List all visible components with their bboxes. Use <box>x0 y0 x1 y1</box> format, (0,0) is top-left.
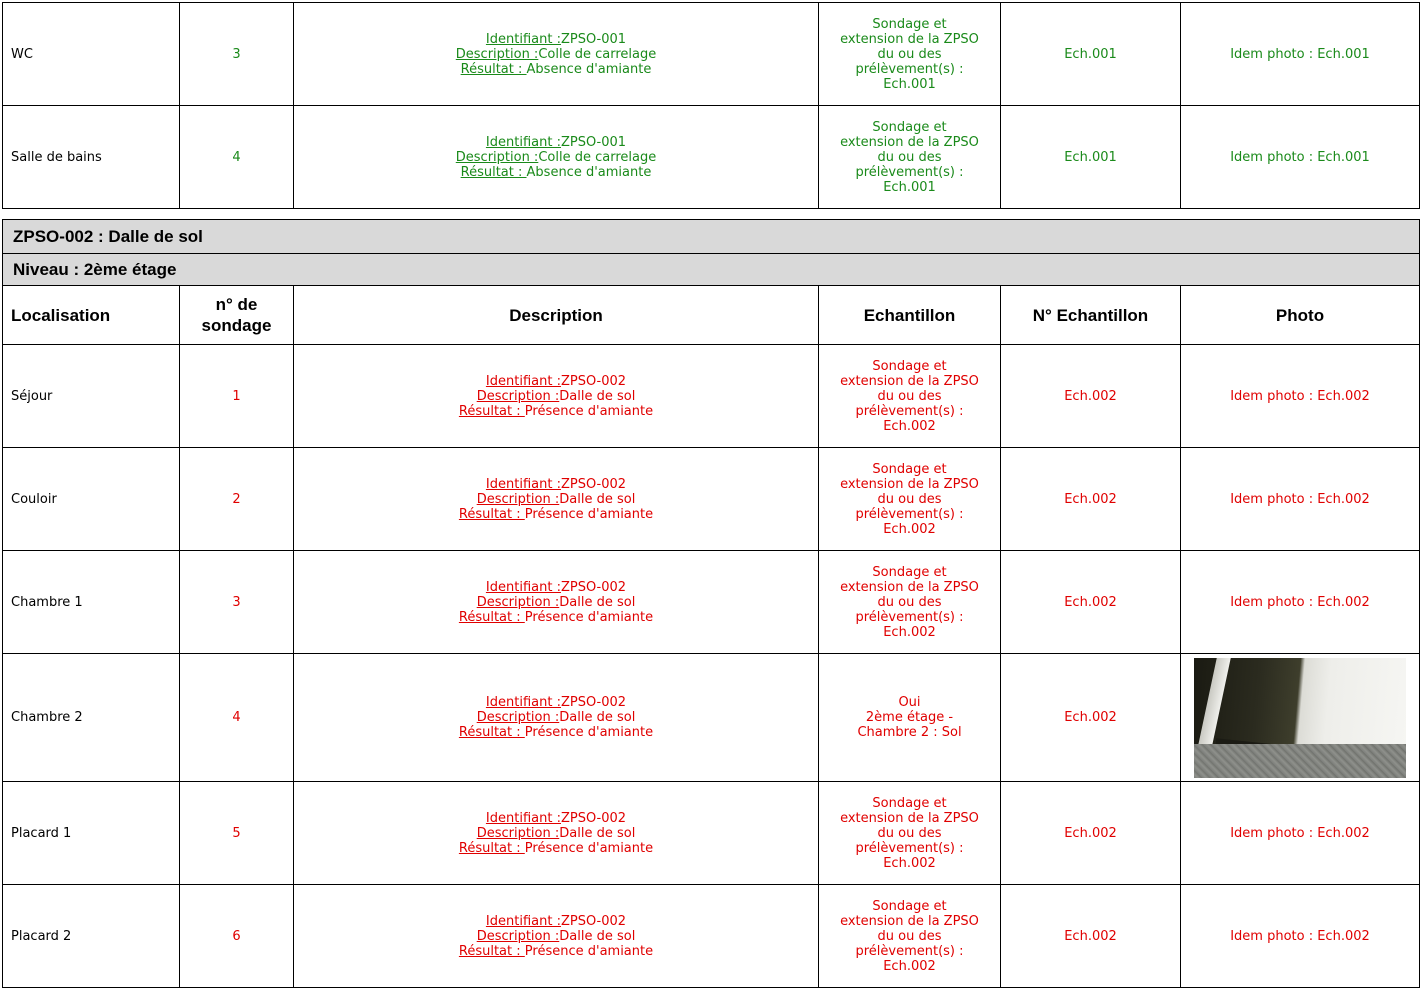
sondage-number-cell: 5 <box>180 782 294 885</box>
identifiant-value: ZPSO-001 <box>560 31 627 47</box>
description-value: Dalle de sol <box>559 594 636 610</box>
description-value: Colle de carrelage <box>538 46 657 62</box>
echantillon-line: Ech.002 <box>883 418 936 434</box>
echantillon-line: extension de la ZPSO <box>840 579 979 595</box>
echantillon-number-cell: Ech.002 <box>1001 885 1181 988</box>
table-row <box>3 885 1420 988</box>
level-title: Niveau : 2ème étage <box>3 254 1420 286</box>
photo-cell: Idem photo : Ech.002 <box>1181 551 1420 654</box>
identifiant-label: Identifiant : <box>485 373 561 389</box>
echantillon-cell <box>819 106 1001 209</box>
echantillon-number-cell: Ech.002 <box>1001 448 1181 551</box>
description-cell <box>294 551 819 654</box>
description-label: Description : <box>455 149 539 165</box>
echantillon-line: prélèvement(s) : <box>855 164 964 180</box>
echantillon-cell <box>819 448 1001 551</box>
description-label: Description : <box>476 710 560 725</box>
identifiant-value: ZPSO-002 <box>560 476 627 492</box>
photo-cell <box>1181 654 1420 782</box>
description-cell <box>294 106 819 209</box>
photo-cell: Idem photo : Ech.001 <box>1181 106 1420 209</box>
sondage-number-cell: 3 <box>180 3 294 106</box>
echantillon-line: extension de la ZPSO <box>840 134 979 150</box>
identifiant-label: Identifiant : <box>485 695 561 710</box>
echantillon-line: prélèvement(s) : <box>855 506 964 522</box>
echantillon-cell <box>819 782 1001 885</box>
sondage-number-cell: 4 <box>180 654 294 782</box>
identifiant-value: ZPSO-002 <box>560 695 627 710</box>
resultat-label: Résultat : <box>458 609 525 625</box>
header-localisation: Localisation <box>3 286 180 345</box>
table-row <box>3 3 1420 106</box>
localisation-cell: Séjour <box>3 345 180 448</box>
echantillon-line: Ech.002 <box>883 521 936 537</box>
top-continuation-table <box>2 2 1420 209</box>
localisation-cell: Placard 1 <box>3 782 180 885</box>
description-label: Description : <box>476 388 560 404</box>
header-numero-echantillon: N° Echantillon <box>1001 286 1181 345</box>
localisation-cell: Chambre 2 <box>3 654 180 782</box>
header-sondage <box>180 286 294 345</box>
table-row <box>3 551 1420 654</box>
description-value: Dalle de sol <box>559 710 636 725</box>
echantillon-line: du ou des <box>877 491 942 507</box>
header-sondage-line: n° de <box>215 295 258 314</box>
echantillon-line: Sondage et <box>872 358 947 374</box>
resultat-value: Présence d'amiante <box>524 725 654 740</box>
echantillon-line: Sondage et <box>872 795 947 811</box>
echantillon-line: Sondage et <box>872 119 947 135</box>
echantillon-number-cell: Ech.002 <box>1001 782 1181 885</box>
localisation-cell: Chambre 1 <box>3 551 180 654</box>
echantillon-line: Sondage et <box>872 16 947 32</box>
echantillon-number-cell: Ech.001 <box>1001 3 1181 106</box>
echantillon-line: Ech.002 <box>883 958 936 974</box>
echantillon-number-cell: Ech.002 <box>1001 551 1181 654</box>
echantillon-line: 2ème étage - <box>865 710 954 725</box>
echantillon-line: extension de la ZPSO <box>840 476 979 492</box>
echantillon-number-cell: Ech.002 <box>1001 345 1181 448</box>
echantillon-line: extension de la ZPSO <box>840 810 979 826</box>
sondage-number-cell: 1 <box>180 345 294 448</box>
sondage-number-cell: 2 <box>180 448 294 551</box>
echantillon-line: Sondage et <box>872 898 947 914</box>
resultat-value: Présence d'amiante <box>524 943 654 959</box>
resultat-value: Présence d'amiante <box>524 609 654 625</box>
echantillon-line: Oui <box>898 695 921 710</box>
identifiant-value: ZPSO-002 <box>560 579 627 595</box>
description-value: Dalle de sol <box>559 491 636 507</box>
description-value: Dalle de sol <box>559 928 636 944</box>
resultat-label: Résultat : <box>458 840 525 856</box>
echantillon-cell <box>819 885 1001 988</box>
identifiant-label: Identifiant : <box>485 134 561 150</box>
resultat-label: Résultat : <box>460 164 527 180</box>
echantillon-cell <box>819 3 1001 106</box>
description-cell <box>294 3 819 106</box>
section-title: ZPSO-002 : Dalle de sol <box>3 220 1420 254</box>
table-row <box>3 106 1420 209</box>
identifiant-label: Identifiant : <box>485 913 561 929</box>
resultat-value: Présence d'amiante <box>524 403 654 419</box>
localisation-cell: Salle de bains <box>3 106 180 209</box>
echantillon-line: du ou des <box>877 149 942 165</box>
description-label: Description : <box>476 928 560 944</box>
identifiant-value: ZPSO-002 <box>560 810 627 826</box>
photo-cell: Idem photo : Ech.002 <box>1181 782 1420 885</box>
echantillon-line: Ech.002 <box>883 624 936 640</box>
description-cell <box>294 345 819 448</box>
resultat-label: Résultat : <box>458 506 525 522</box>
identifiant-label: Identifiant : <box>485 810 561 826</box>
identifiant-label: Identifiant : <box>485 476 561 492</box>
echantillon-line: prélèvement(s) : <box>855 609 964 625</box>
resultat-value: Absence d'amiante <box>526 164 652 180</box>
description-cell <box>294 782 819 885</box>
table-row <box>3 345 1420 448</box>
localisation-cell: WC <box>3 3 180 106</box>
photo-cell: Idem photo : Ech.002 <box>1181 345 1420 448</box>
echantillon-line: prélèvement(s) : <box>855 61 964 77</box>
description-cell <box>294 448 819 551</box>
localisation-cell: Couloir <box>3 448 180 551</box>
resultat-value: Absence d'amiante <box>526 61 652 77</box>
echantillon-line: du ou des <box>877 388 942 404</box>
echantillon-line: extension de la ZPSO <box>840 373 979 389</box>
photo-floor <box>1194 744 1406 778</box>
sondage-number-cell: 4 <box>180 106 294 209</box>
echantillon-line: du ou des <box>877 46 942 62</box>
description-cell <box>294 654 819 782</box>
identifiant-label: Identifiant : <box>485 31 561 47</box>
echantillon-line: prélèvement(s) : <box>855 840 964 856</box>
echantillon-line: extension de la ZPSO <box>840 31 979 47</box>
photo-cell: Idem photo : Ech.002 <box>1181 885 1420 988</box>
level-banner-row <box>3 254 1420 286</box>
localisation-cell: Placard 2 <box>3 885 180 988</box>
identifiant-value: ZPSO-002 <box>560 913 627 929</box>
resultat-label: Résultat : <box>460 61 527 77</box>
table-row <box>3 654 1420 782</box>
description-value: Dalle de sol <box>559 388 636 404</box>
echantillon-line: Ech.001 <box>883 179 936 195</box>
sondage-number-cell: 3 <box>180 551 294 654</box>
section-banner-row <box>3 220 1420 254</box>
echantillon-line: Ech.001 <box>883 76 936 92</box>
header-echantillon: Echantillon <box>819 286 1001 345</box>
sample-photo[interactable] <box>1194 658 1406 778</box>
description-label: Description : <box>476 491 560 507</box>
description-label: Description : <box>476 594 560 610</box>
identifiant-label: Identifiant : <box>485 579 561 595</box>
photo-cell: Idem photo : Ech.002 <box>1181 448 1420 551</box>
zpso-002-table <box>2 219 1420 988</box>
description-cell <box>294 885 819 988</box>
header-description: Description <box>294 286 819 345</box>
table-row <box>3 448 1420 551</box>
echantillon-line: Chambre 2 : Sol <box>857 725 962 740</box>
echantillon-cell <box>819 654 1001 782</box>
resultat-label: Résultat : <box>458 943 525 959</box>
echantillon-number-cell: Ech.002 <box>1001 654 1181 782</box>
resultat-value: Présence d'amiante <box>524 506 654 522</box>
echantillon-line: extension de la ZPSO <box>840 913 979 929</box>
identifiant-value: ZPSO-001 <box>560 134 627 150</box>
identifiant-value: ZPSO-002 <box>560 373 627 389</box>
sondage-number-cell: 6 <box>180 885 294 988</box>
echantillon-line: prélèvement(s) : <box>855 943 964 959</box>
echantillon-line: Sondage et <box>872 461 947 477</box>
echantillon-line: du ou des <box>877 825 942 841</box>
echantillon-line: Ech.002 <box>883 855 936 871</box>
description-value: Dalle de sol <box>559 825 636 841</box>
table-row <box>3 782 1420 885</box>
resultat-value: Présence d'amiante <box>524 840 654 856</box>
description-value: Colle de carrelage <box>538 149 657 165</box>
resultat-label: Résultat : <box>458 403 525 419</box>
description-label: Description : <box>455 46 539 62</box>
header-row <box>3 286 1420 345</box>
description-label: Description : <box>476 825 560 841</box>
echantillon-line: du ou des <box>877 594 942 610</box>
echantillon-line: du ou des <box>877 928 942 944</box>
header-photo: Photo <box>1181 286 1420 345</box>
photo-cell: Idem photo : Ech.001 <box>1181 3 1420 106</box>
resultat-label: Résultat : <box>458 725 525 740</box>
echantillon-line: Sondage et <box>872 564 947 580</box>
echantillon-cell <box>819 345 1001 448</box>
echantillon-line: prélèvement(s) : <box>855 403 964 419</box>
echantillon-number-cell: Ech.001 <box>1001 106 1181 209</box>
echantillon-cell <box>819 551 1001 654</box>
header-sondage-line: sondage <box>201 316 272 335</box>
